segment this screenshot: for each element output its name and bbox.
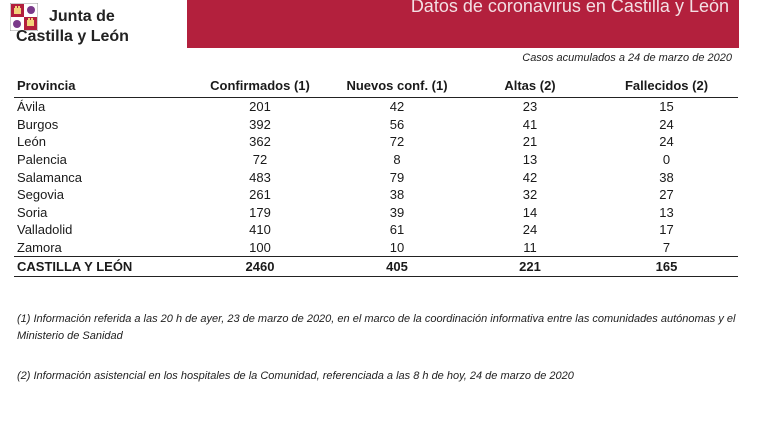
footnote-2: (2) Información asistencial en los hospitales de la Comunidad, referenciada a las 8 h de hoy, 24 de marzo de 2020 bbox=[17, 370, 574, 382]
cell-provincia: Soria bbox=[17, 204, 48, 220]
cell-provincia: Zamora bbox=[17, 240, 62, 256]
logo-text-line1: Junta de bbox=[49, 8, 115, 25]
cell-nuevos: 61 bbox=[389, 222, 405, 238]
header-fallecidos: Fallecidos (2) bbox=[595, 74, 738, 98]
date-subtitle: Casos acumulados a 24 de marzo de 2020 bbox=[522, 52, 732, 64]
total-nuevos: 405 bbox=[329, 257, 465, 277]
header-provincia: Provincia bbox=[14, 74, 191, 98]
cell-provincia: Valladolid bbox=[17, 222, 73, 238]
table-row bbox=[14, 133, 738, 151]
cell-nuevos: 72 bbox=[389, 134, 405, 150]
cell-fallecidos: 27 bbox=[659, 187, 674, 203]
cell-nuevos: 56 bbox=[389, 116, 405, 132]
cell-altas: 14 bbox=[522, 204, 538, 220]
cell-confirmados: 201 bbox=[249, 99, 271, 115]
footnote-1: (1) Información referida a las 20 h de ayer, 23 de marzo de 2020, en el marco de la coordinación informativa entre las comunidades autónomas y el Ministerio de Sanidad bbox=[17, 313, 736, 342]
cell-altas: 24 bbox=[522, 222, 538, 238]
cell-nuevos: 42 bbox=[389, 99, 405, 115]
cell-confirmados: 100 bbox=[249, 240, 271, 256]
table-row bbox=[14, 204, 738, 222]
cell-altas: 32 bbox=[522, 187, 538, 203]
cell-confirmados: 72 bbox=[252, 152, 268, 168]
cell-confirmados: 362 bbox=[249, 134, 271, 150]
cell-provincia: Salamanca bbox=[17, 169, 83, 185]
cell-confirmados: 392 bbox=[249, 116, 271, 132]
cell-altas: 21 bbox=[522, 134, 538, 150]
cell-nuevos: 79 bbox=[389, 169, 405, 185]
cell-nuevos: 10 bbox=[389, 240, 405, 256]
total-fallecidos: 165 bbox=[595, 257, 738, 277]
total-row bbox=[14, 257, 738, 277]
header-confirmados: Confirmados (1) bbox=[191, 74, 329, 98]
cell-altas: 13 bbox=[522, 152, 538, 168]
cell-confirmados: 179 bbox=[249, 204, 271, 220]
table-header-row bbox=[14, 74, 738, 98]
cell-nuevos: 8 bbox=[393, 152, 401, 168]
cell-provincia: Segovia bbox=[17, 187, 64, 203]
cell-fallecidos: 17 bbox=[659, 222, 674, 238]
junta-logo bbox=[10, 3, 180, 49]
cell-confirmados: 483 bbox=[249, 169, 271, 185]
cell-fallecidos: 24 bbox=[659, 116, 674, 132]
table-row bbox=[14, 151, 738, 169]
cell-fallecidos: 24 bbox=[659, 134, 674, 150]
cell-altas: 11 bbox=[523, 240, 537, 256]
cell-fallecidos: 0 bbox=[662, 152, 671, 168]
logo-text-line2: Castilla y León bbox=[16, 28, 129, 45]
cell-confirmados: 261 bbox=[249, 187, 271, 203]
cell-fallecidos: 15 bbox=[659, 99, 674, 115]
table-row bbox=[14, 98, 738, 116]
cell-provincia: Palencia bbox=[17, 152, 67, 168]
total-altas: 221 bbox=[465, 257, 595, 277]
total-label: CASTILLA Y LEÓN bbox=[14, 257, 191, 277]
total-confirmados: 2460 bbox=[191, 257, 329, 277]
table-row bbox=[14, 239, 738, 257]
table-row bbox=[14, 221, 738, 239]
table-row bbox=[14, 116, 738, 134]
cell-fallecidos: 13 bbox=[659, 204, 674, 220]
cell-nuevos: 38 bbox=[389, 187, 405, 203]
cell-fallecidos: 7 bbox=[662, 240, 671, 256]
cell-confirmados: 410 bbox=[249, 222, 271, 238]
cell-fallecidos: 38 bbox=[659, 169, 674, 185]
header-altas: Altas (2) bbox=[465, 74, 595, 98]
table-row bbox=[14, 168, 738, 186]
table-row bbox=[14, 186, 738, 204]
cell-provincia: Ávila bbox=[17, 99, 46, 115]
header-nuevos: Nuevos conf. (1) bbox=[329, 74, 465, 98]
cases-table bbox=[14, 74, 738, 277]
header-banner bbox=[187, 0, 739, 48]
coat-of-arms-icon bbox=[10, 3, 38, 31]
cell-altas: 41 bbox=[522, 116, 538, 132]
cell-altas: 23 bbox=[522, 99, 538, 115]
cell-altas: 42 bbox=[522, 169, 538, 185]
banner-title: Datos de coronavirus en Castilla y León bbox=[410, 0, 729, 16]
cell-provincia: Burgos bbox=[17, 116, 59, 132]
cell-provincia: León bbox=[17, 134, 46, 150]
cell-nuevos: 39 bbox=[389, 204, 405, 220]
